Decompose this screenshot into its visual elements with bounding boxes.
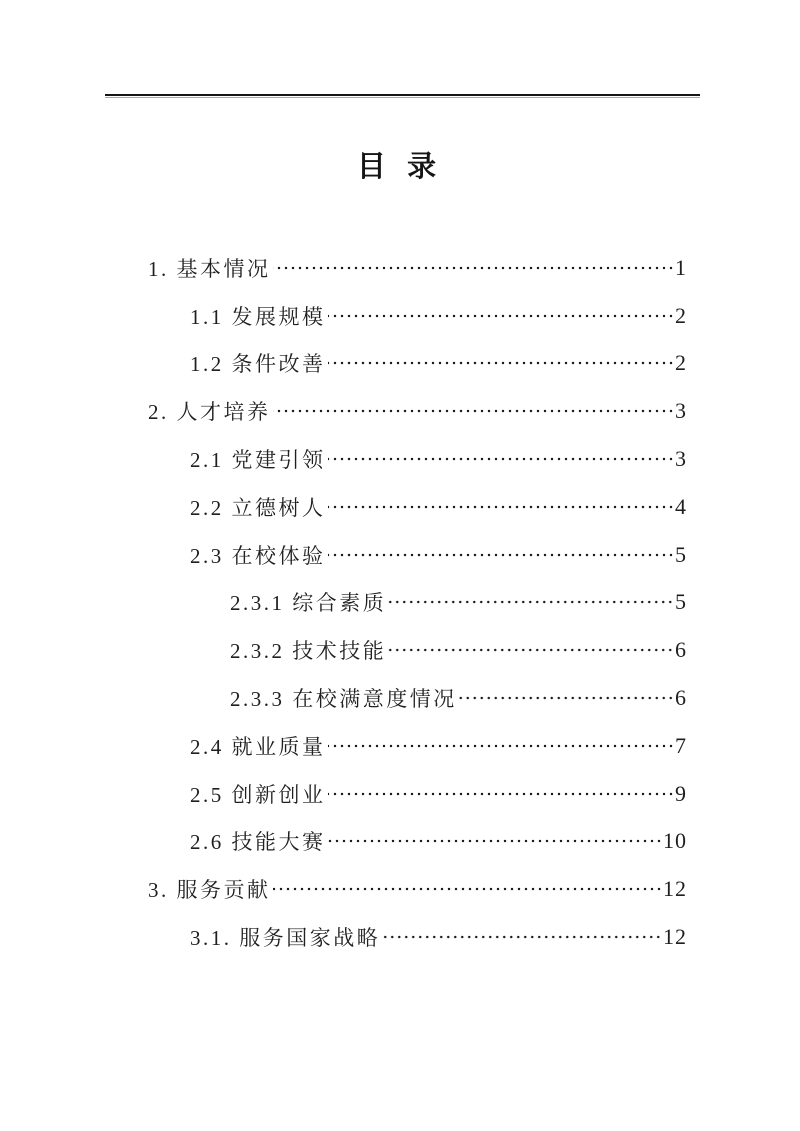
toc-entry-label: 2.3.3 在校满意度情况 <box>230 687 457 712</box>
toc-entry[interactable] <box>230 674 687 722</box>
toc-entry-label: 2.5 创新创业 <box>190 782 326 807</box>
toc-entry-label: 2.1 党建引领 <box>190 448 326 473</box>
toc-entry[interactable] <box>190 913 687 961</box>
dot-leader <box>382 932 662 942</box>
dot-leader <box>328 550 675 560</box>
toc-entry-label: 1.2 条件改善 <box>190 352 326 377</box>
toc-entry-page: 1 <box>675 254 687 280</box>
toc-entry-page: 2 <box>675 350 687 376</box>
dot-leader <box>273 884 663 894</box>
dot-leader <box>388 597 674 607</box>
dot-leader <box>328 454 675 464</box>
dot-leader <box>328 502 675 512</box>
header-rule-shadow <box>105 97 700 98</box>
toc-entry[interactable] <box>190 770 687 818</box>
dot-leader <box>388 645 674 655</box>
dot-leader <box>328 311 675 321</box>
toc-entry[interactable] <box>190 292 687 340</box>
toc-entry[interactable] <box>190 483 687 531</box>
toc-entry-page: 2 <box>675 302 687 328</box>
toc-entry-label: 2.2 立德树人 <box>190 495 326 520</box>
dot-leader <box>328 836 663 846</box>
dot-leader <box>273 263 675 273</box>
toc-entry-label: 2.4 就业质量 <box>190 734 326 759</box>
toc-entry[interactable] <box>148 865 687 913</box>
toc-entry[interactable] <box>190 531 687 579</box>
toc-entry[interactable] <box>190 818 687 866</box>
dot-leader <box>328 789 675 799</box>
toc-entry[interactable] <box>190 435 687 483</box>
toc-entry-page: 9 <box>675 780 687 806</box>
dot-leader <box>328 358 675 368</box>
header-rule <box>105 94 700 96</box>
toc-entry-label: 2.3.2 技术技能 <box>230 639 387 664</box>
toc-entry-label: 1.1 发展规模 <box>190 304 326 329</box>
toc-entry-page: 6 <box>675 685 687 711</box>
toc-entry-label: 1. 基本情况 <box>148 256 271 281</box>
toc-entry-page: 4 <box>675 493 687 519</box>
toc-entry-page: 12 <box>663 876 687 902</box>
toc-entry-label: 3.1. 服务国家战略 <box>190 926 381 951</box>
toc-entry-page: 3 <box>675 446 687 472</box>
toc-entry-label: 3. 服务贡献 <box>148 878 271 903</box>
dot-leader <box>459 693 674 703</box>
toc-entry-page: 12 <box>663 924 687 950</box>
toc-entry[interactable] <box>148 244 687 292</box>
toc-entry[interactable] <box>230 579 687 627</box>
toc-entry[interactable] <box>190 722 687 770</box>
toc-entry[interactable] <box>190 340 687 388</box>
toc-title: 目 录 <box>356 151 444 183</box>
toc-list <box>0 244 800 961</box>
toc-entry-page: 6 <box>675 637 687 663</box>
toc-entry-page: 5 <box>675 589 687 615</box>
toc-entry-label: 2.6 技能大赛 <box>190 830 326 855</box>
dot-leader <box>328 741 675 751</box>
dot-leader <box>273 406 675 416</box>
toc-entry[interactable] <box>148 387 687 435</box>
toc-entry-label: 2. 人才培养 <box>148 400 271 425</box>
toc-entry-label: 2.3.1 综合素质 <box>230 591 387 616</box>
toc-entry-page: 3 <box>675 398 687 424</box>
toc-entry-page: 7 <box>675 732 687 758</box>
toc-entry-page: 10 <box>663 828 687 854</box>
toc-entry[interactable] <box>230 626 687 674</box>
toc-entry-label: 2.3 在校体验 <box>190 543 326 568</box>
toc-entry-page: 5 <box>675 541 687 567</box>
